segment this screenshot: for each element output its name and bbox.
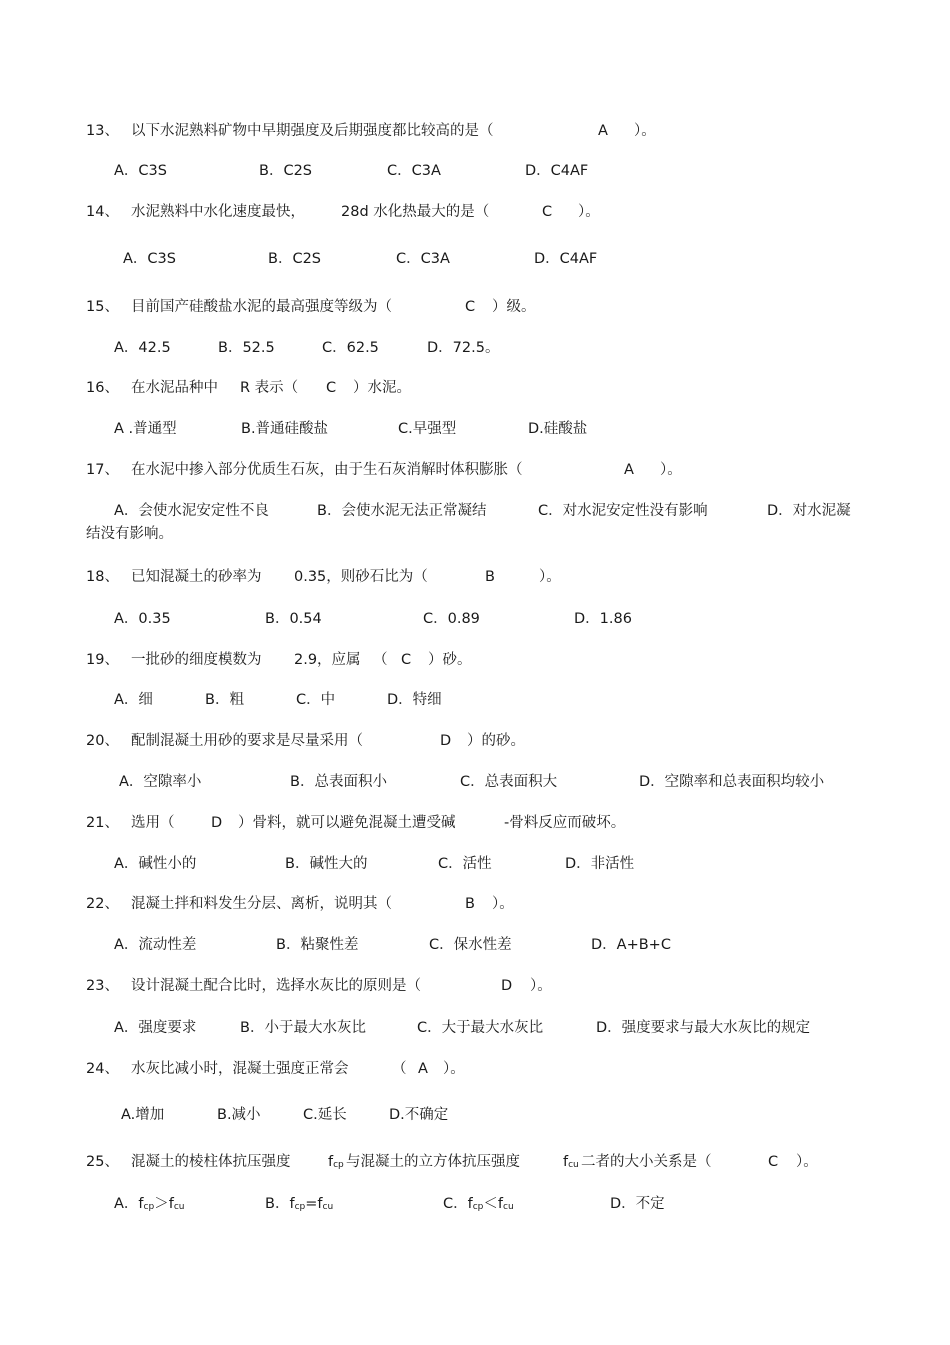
question-text: 水泥熟料中水化速度最快， [131, 204, 305, 220]
question-text-end: ）的砂。 [467, 733, 525, 749]
option-d: D．空隙率和总表面积均较小 [639, 774, 825, 790]
question-20 [0, 731, 950, 751]
options-16 [0, 419, 950, 439]
options-15 [0, 338, 950, 358]
question-text: ）骨料，就可以避免混凝土遭受碱 [238, 815, 456, 831]
options-14 [0, 249, 950, 269]
question-number: 15、 [86, 299, 119, 315]
options-17 [0, 501, 950, 521]
answer: D [440, 733, 452, 749]
options-25 [0, 1194, 950, 1214]
question-text-end: ）。 [796, 1154, 818, 1170]
question-number: 19、 [86, 652, 119, 668]
question-text: 混凝土拌和料发生分层、离析，说明其（ [131, 896, 392, 912]
answer: A [624, 462, 634, 478]
option-d: D．特细 [387, 692, 442, 708]
question-text: 选用（ [131, 815, 175, 831]
options-22 [0, 935, 950, 955]
option-a: A．碱性小的 [114, 856, 197, 872]
options-19 [0, 690, 950, 710]
question-17 [0, 460, 950, 480]
question-text: 配制混凝土用砂的要求是尽量采用（ [131, 733, 363, 749]
option-a: A .普通型 [114, 421, 177, 437]
question-25 [0, 1152, 950, 1172]
option-a: A．流动性差 [114, 937, 197, 953]
question-number: 23、 [86, 978, 119, 994]
question-text-end: ）级。 [492, 299, 536, 315]
question-18 [0, 567, 950, 587]
question-text-end: ）水泥。 [353, 380, 411, 396]
question-text: 水灰比减小时，混凝土强度正常会 [131, 1061, 349, 1077]
question-number: 18、 [86, 569, 119, 585]
option-c: C．活性 [438, 856, 492, 872]
question-number: 21、 [86, 815, 119, 831]
option-a: A．$f_{cp}>f_{cu}$ [114, 1196, 185, 1212]
option-b: B．0.54 [265, 611, 322, 627]
question-number: 24、 [86, 1061, 119, 1077]
question-14 [0, 202, 950, 222]
question-number: 25、 [86, 1154, 119, 1170]
question-24 [0, 1059, 950, 1079]
answer: C [542, 204, 553, 220]
options-13 [0, 161, 950, 181]
question-text: 与混凝土的立方体抗压强度 [346, 1154, 520, 1170]
option-b: B．粗 [205, 692, 244, 708]
question-number: 20、 [86, 733, 119, 749]
option-d: D．C4AF [534, 251, 598, 267]
option-b: B．52.5 [218, 340, 275, 356]
option-a: A．会使水泥安定性不良 [114, 503, 269, 519]
option-c: C.延长 [303, 1107, 347, 1123]
option-d: D．72.5。 [427, 340, 500, 356]
question-text-end: ）砂。 [428, 652, 472, 668]
question-text: 二者的大小关系是（ [581, 1154, 712, 1170]
question-text-end: ）。 [660, 462, 682, 478]
question-number: 17、 [86, 462, 119, 478]
option-d: D．对水泥凝 [767, 503, 851, 519]
question-number: 16、 [86, 380, 119, 396]
question-23 [0, 976, 950, 996]
option-d: D．强度要求与最大水灰比的规定 [596, 1020, 811, 1036]
answer: D [501, 978, 513, 994]
question-text-end: ）。 [443, 1061, 465, 1077]
answer: A [418, 1061, 428, 1077]
question-text: （ [392, 1061, 407, 1077]
question-15 [0, 297, 950, 317]
question-text-end: ）。 [634, 123, 656, 139]
option-b: B．C2S [259, 163, 313, 179]
answer: C [768, 1154, 779, 1170]
question-text-end: ）。 [578, 204, 600, 220]
options-18 [0, 609, 950, 629]
question-text: 0.35，则砂石比为（ [294, 569, 428, 585]
question-16 [0, 378, 950, 398]
option-a: A．细 [114, 692, 153, 708]
option-d: D．非活性 [565, 856, 635, 872]
option-d: D.硅酸盐 [528, 421, 588, 437]
answer: B [465, 896, 475, 912]
option-c: C．总表面积大 [460, 774, 558, 790]
options-23 [0, 1018, 950, 1038]
option-b: B．$f_{cp}=f_{cu}$ [265, 1196, 334, 1212]
option-c: C．C3A [396, 251, 450, 267]
option-a: A．0.35 [114, 611, 171, 627]
question-number: 22、 [86, 896, 119, 912]
question-text: R 表示（ [240, 380, 299, 396]
option-b: B．会使水泥无法正常凝结 [317, 503, 487, 519]
option-c: C．大于最大水灰比 [417, 1020, 544, 1036]
option-c: C．$f_{cp}<f_{cu}$ [443, 1196, 514, 1212]
option-a: A．42.5 [114, 340, 171, 356]
question-22 [0, 894, 950, 914]
option-c: C.早强型 [398, 421, 457, 437]
option-b: B．C2S [268, 251, 322, 267]
option-d: D.不确定 [389, 1107, 449, 1123]
question-text: 以下水泥熟料矿物中早期强度及后期强度都比较高的是（ [131, 123, 494, 139]
option-b: B.减小 [217, 1107, 261, 1123]
option-c: C．中 [296, 692, 336, 708]
option-d-continued: 结没有影响。 [86, 526, 173, 542]
options-21 [0, 854, 950, 874]
option-d: D．A+B+C [591, 937, 671, 953]
answer: C [401, 652, 412, 668]
question-number: 13、 [86, 123, 119, 139]
question-21 [0, 813, 950, 833]
options-20 [0, 772, 950, 792]
symbol-fcu: $f_{cu}$ [563, 1154, 579, 1170]
options-24 [0, 1105, 950, 1125]
question-text-end: ）。 [539, 569, 561, 585]
question-text-end: ）。 [492, 896, 514, 912]
question-text: 目前国产硅酸盐水泥的最高强度等级为（ [131, 299, 392, 315]
option-b: B.普通硅酸盐 [241, 421, 329, 437]
option-c: C．C3A [387, 163, 441, 179]
option-c: C．62.5 [322, 340, 379, 356]
question-number: 14、 [86, 204, 119, 220]
option-b: B．碱性大的 [285, 856, 368, 872]
question-text: 已知混凝土的砂率为 [131, 569, 262, 585]
question-text-end: -骨料反应而破坏。 [504, 815, 626, 831]
question-text-end: ）。 [530, 978, 552, 994]
question-text: 在水泥中掺入部分优质生石灰，由于生石灰消解时体积膨胀（ [131, 462, 523, 478]
question-text: 一批砂的细度模数为 [131, 652, 262, 668]
option-c: C．0.89 [423, 611, 480, 627]
question-text: 设计混凝土配合比时，选择水灰比的原则是（ [131, 978, 421, 994]
symbol-fcp: $f_{cp}$ [328, 1154, 344, 1170]
question-text: 混凝土的棱柱体抗压强度 [131, 1154, 291, 1170]
question-text: 在水泥品种中 [131, 380, 218, 396]
option-d: D．C4AF [525, 163, 589, 179]
option-d: D．1.86 [574, 611, 632, 627]
option-a: A.增加 [121, 1107, 165, 1123]
option-b: B．小于最大水灰比 [240, 1020, 366, 1036]
question-text: 2.9，应属 [294, 652, 361, 668]
option-a: A．C3S [114, 163, 167, 179]
answer: C [465, 299, 476, 315]
answer: D [211, 815, 223, 831]
answer: B [485, 569, 495, 585]
question-text: （ [373, 652, 388, 668]
answer: C [326, 380, 337, 396]
question-13 [0, 121, 950, 141]
option-a: A．C3S [123, 251, 176, 267]
option-a: A．强度要求 [114, 1020, 197, 1036]
option-b: B．总表面积小 [290, 774, 387, 790]
option-b: B．粘聚性差 [276, 937, 359, 953]
option-d: D．不定 [610, 1196, 665, 1212]
question-text: 28d 水化热最大的是（ [341, 204, 490, 220]
option-c: C．对水泥安定性没有影响 [538, 503, 708, 519]
option-c: C．保水性差 [429, 937, 512, 953]
option-a: A．空隙率小 [119, 774, 202, 790]
question-19 [0, 650, 950, 670]
options-17-wrap [0, 524, 950, 544]
answer: A [598, 123, 608, 139]
